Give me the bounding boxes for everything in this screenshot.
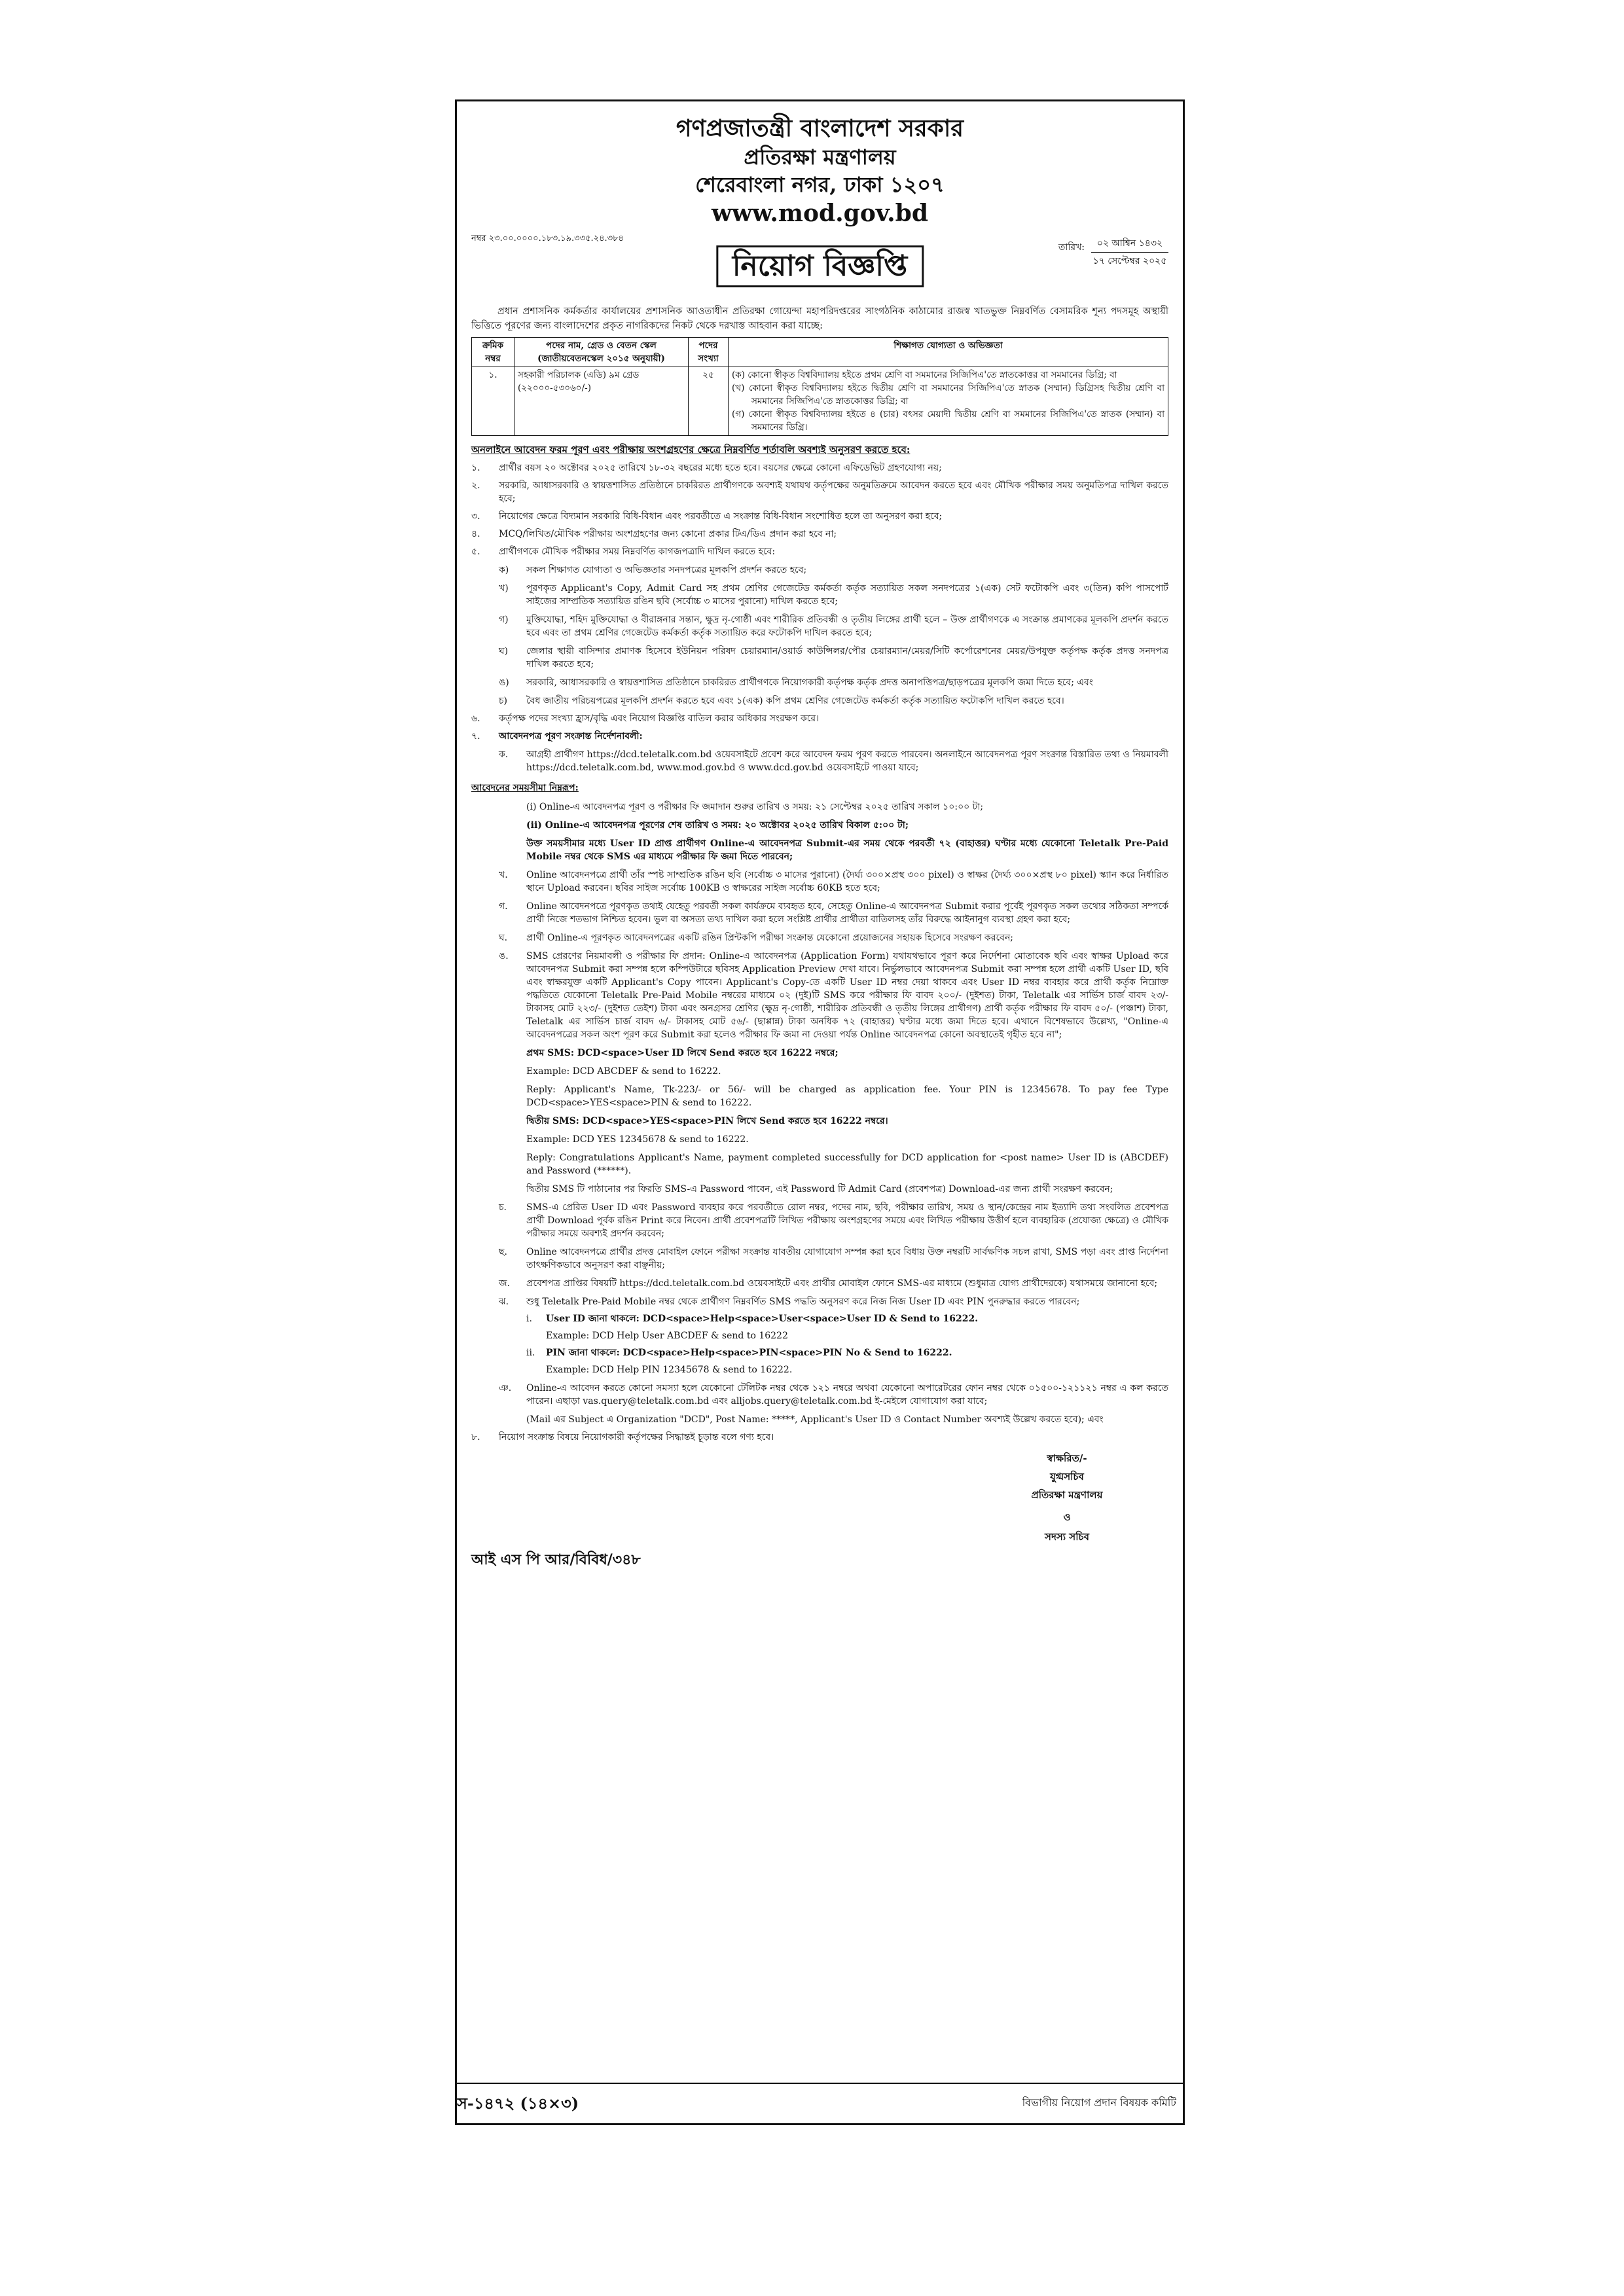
condition-number: ii. [526, 1348, 535, 1358]
reference-row [471, 232, 1168, 293]
qualification-c: (গ) কোনো স্বীকৃত বিশ্ববিদ্যালয় হইতে ৪ (চার) বৎসর মেয়াদী দ্বিতীয় শ্রেণি বা সমমানের সিজিপিএ'তে স্নাতক (সম্মান) বা সমমানের ডিগ্রি। [732, 409, 1164, 433]
recovery-pin [471, 1346, 1168, 1359]
notice-title: নিয়োগ বিজ্ঞপ্তি [716, 245, 924, 287]
ministry-heading: প্রতিরক্ষা মন্ত্রণালয় [744, 145, 896, 170]
second-sms-reply: Reply: Congratulations Applicant's Name, payment completed successfully for DCD application for <post name> User ID is (ABCDEF) and Password (******). [526, 1153, 1168, 1176]
second-sms-note: দ্বিতীয় SMS টি পাঠানোর পর ফিরতি SMS-এ Password পাবেন, এই Password টি Admit Card (প্রবেশপত্র) Download-এর জন্য প্রার্থী সংরক্ষণ করবেন; [526, 1184, 1113, 1194]
condition-3 [471, 510, 1168, 523]
condition-text: মুক্তিযোদ্ধা, শহিদ মুক্তিযোদ্ধা ও বীরাঙ্গনার সন্তান, ক্ষুদ্র নৃ-গোষ্ঠী এবং শারীরিক প্রতিবন্ধী ও তৃতীয় লিঙ্গের প্রার্থী হলে – উক্ত প্রার্থীগণকে এ সংক্রান্ত প্রমাণকের মূলকপি প্রদর্শন করতে হবে এবং তা প্রথম শ্রেণির গেজেটেড কর্মকর্তা কর্তৃক সত্যায়িত করে ফটোকপি দাখিল করতে হবে; [526, 615, 1168, 638]
row-post: সহকারী পরিচালক (এডি) ৯ম গ্রেড (২২০০০-৫৩০৬০/-) [514, 367, 689, 436]
first-sms-reply: Reply: Applicant's Name, Tk-223/- or 56/- will be charged as application fee. Your PIN is 12345678. To pay fee Type DCD<space>YES<space>PIN & send to 16222. [526, 1085, 1168, 1108]
condition-text: Online-এ আবেদন করতে কোনো সমস্যা হলে যেকোনো টেলিটক নম্বর থেকে ১২১ নম্বরে অথবা যেকোনো অপারেটরের ফোন নম্বর থেকে ০১৫০০-১২১১২১ নম্বর এ কল করতে পারেন। এছাড়া vas.query@teletalk.com.bd এবং alljobs.query@teletalk.com.bd ই-মেইলে যোগাযোগ করা যাবে; [526, 1383, 1168, 1407]
condition-number: ৩. [471, 511, 480, 522]
condition-text: সরকারি, আধাসরকারি ও স্বায়ত্তশাসিত প্রতিষ্ঠানে চাকরিরত প্রার্থীগণকে অবশ্যই যথাযথ কর্তৃপক্ষের অনুমতিক্রমে আবেদন করতে হবে এবং মৌখিক পরীক্ষার সময় অনুমতিপত্র দাখিল করতে হবে; [499, 480, 1168, 504]
date-label: তারিখ: [1058, 242, 1085, 253]
instruction-ga [471, 900, 1168, 926]
instruction-ja [471, 1277, 1168, 1290]
condition-5f [471, 694, 1168, 708]
condition-number: ছ. [499, 1247, 507, 1257]
government-heading: গণপ্রজাতন্ত্রী বাংলাদেশ সরকার [676, 115, 964, 142]
second-sms: দ্বিতীয় SMS: DCD<space>YES<space>PIN লিখে Send করতে হবে 16222 নম্বরে। [526, 1116, 888, 1126]
condition-text: শুধু Teletalk Pre-Paid Mobile নম্বর থেকে প্রার্থীগণ নিম্নবর্ণিত SMS পদ্ধতি অনুসরণ করে নিজ নিজ User ID এবং PIN পুনরুদ্ধার করতে পারবেন; [526, 1297, 1080, 1307]
signatory-ministry: প্রতিরক্ষা মন্ত্রণালয় [1031, 1489, 1103, 1501]
condition-6 [471, 712, 1168, 725]
condition-text: সকল শিক্ষাগত যোগ্যতা ও অভিজ্ঞতার সনদপত্রের মূলকপি প্রদর্শন করতে হবে; [526, 565, 807, 575]
condition-text: আগ্রহী প্রার্থীগণ https://dcd.teletalk.com.bd ওয়েবসাইটে প্রবেশ করে আবেদন ফরম পূরণ করতে পারবেন। অনলাইনে আবেদনপত্র পূরণ সংক্রান্ত বিস্তারিত তথ্য ও নিয়মাবলী https://dcd.teletalk.com.bd, www.mod.gov.bd ও www.dcd.gov.bd ওয়েবসাইটে পাওয়া যাবে; [526, 749, 1168, 773]
condition-number: ১. [471, 463, 480, 473]
condition-number: ৫. [471, 547, 480, 557]
row-qualification [729, 367, 1168, 436]
condition-number: ঘ) [499, 646, 509, 656]
condition-number: i. [526, 1314, 532, 1324]
ispr-number: আই এস পি আর/বিবিধ/৩৪৮ [471, 1551, 641, 1568]
row-serial: ১. [472, 367, 514, 436]
condition-text: PIN জানা থাকলে: DCD<space>Help<space>PIN<space>PIN No & Send to 16222. [546, 1348, 952, 1358]
condition-number: ঝ. [499, 1297, 509, 1307]
condition-number: ৪. [471, 529, 480, 539]
recovery-user-id-example: Example: DCD Help User ABCDEF & send to 16222 [546, 1331, 788, 1341]
condition-number: গ. [499, 901, 508, 912]
recovery-user-id [471, 1312, 1168, 1325]
address-heading: শেরেবাংলা নগর, ঢাকা ১২০৭ [695, 172, 945, 197]
footer-code: স-১৪৭২ (১৪×৩) [457, 2094, 579, 2113]
signatory-designation: যুগ্মসচিব [1050, 1471, 1084, 1482]
reference-number: নম্বর ২৩.০০.০০০০.১৮৩.১৯.৩৩৫.২৪.৩৮৪ [471, 234, 624, 243]
instruction-ka [471, 748, 1168, 774]
condition-5 [471, 545, 1168, 558]
condition-number: গ) [499, 615, 509, 625]
header-serial: ক্রমিক নম্বর [472, 338, 514, 367]
condition-5e [471, 676, 1168, 689]
condition-text: SMS-এ প্রেরিত User ID এবং Password ব্যবহার করে পরবর্তীতে রোল নম্বর, পদের নাম, ছবি, পরীক্ষার তারিখ, সময় ও স্থান/কেন্দ্রের নাম ইত্যাদি তথ্য সংবলিত প্রবেশপত্র প্রার্থী Download পূর্বক রঙিন Print করে নিবেন। প্রার্থী প্রবেশপত্রটি লিখিত পরীক্ষায় অংশগ্রহণের সময়ে এবং লিখিত পরীক্ষায় উত্তীর্ণ হলে ব্যবহারিক (প্রযোজ্য ক্ষেত্রে) ও মৌখিক পরীক্ষার সময়ে অবশ্যই প্রদর্শন করবেন; [526, 1202, 1168, 1239]
condition-5a [471, 564, 1168, 577]
qualification-a: (ক) কোনো স্বীকৃত বিশ্ববিদ্যালয় হইতে প্রথম শ্রেণি বা সমমানের সিজিপিএ'তে স্নাতকোত্তর বা সমমানের ডিগ্রি; বা [732, 370, 1117, 380]
condition-number: ক. [499, 749, 509, 760]
second-sms-example: Example: DCD YES 12345678 & send to 16222. [526, 1134, 749, 1145]
date-english: ১৭ সেপ্টেম্বর ২০২৫ [1092, 256, 1167, 266]
condition-2 [471, 479, 1168, 505]
condition-7 [471, 730, 1168, 743]
schedule-title: আবেদনের সময়সীমা নিম্নরূপ: [471, 783, 579, 793]
condition-text: সরকারি, আধাসরকারি ও স্বায়ত্তশাসিত প্রতিষ্ঠানে চাকরিরত প্রার্থীগণকে নিয়োগকারী কর্তৃপক্ষ কর্তৃক প্রদত্ত অনাপত্তিপত্র/ছাড়পত্রের মূলকপি জমা দিতে হবে; এবং [526, 677, 1093, 688]
schedule-start: (i) Online-এ আবেদনপত্র পূরণ ও পরীক্ষার ফি জমাদান শুরুর তারিখ ও সময়: ২১ সেপ্টেম্বর ২০২৫ তারিখ সকাল ১০:০০ টা; [526, 802, 984, 812]
condition-number: ঞ. [499, 1383, 512, 1393]
header-count: পদের সংখ্যা [689, 338, 729, 367]
condition-5d [471, 645, 1168, 671]
condition-text: জেলার স্থায়ী বাসিন্দার প্রমাণক হিসেবে ইউনিয়ন পরিষদ চেয়ারম্যান/ওয়ার্ড কাউন্সিলর/পৌর চেয়ারম্যান/মেয়র/সিটি কর্পোরেশনের মেয়র/উপযুক্ত কর্তৃপক্ষ কর্তৃক প্রদত্ত সনদপত্র দাখিল করতে হবে; [526, 646, 1168, 670]
signed-text: স্বাক্ষরিত/- [1047, 1452, 1087, 1464]
first-sms: প্রথম SMS: DCD<space>User ID লিখে Send করতে হবে 16222 নম্বরে; [526, 1048, 839, 1058]
instruction-nya [471, 1382, 1168, 1408]
condition-number: ঙ) [499, 677, 509, 688]
signature-and: ও [1063, 1511, 1071, 1523]
condition-text: প্রার্থীর বয়স ২০ অক্টোবর ২০২৫ তারিখে ১৮-৩২ বছরের মধ্যে হতে হবে। বয়সের ক্ষেত্রে কোনো এফিডেভিট গ্রহণযোগ্য নয়; [499, 463, 942, 473]
condition-text: Online আবেদনপত্রে পূরণকৃত তথ্যই যেহেতু পরবর্তী সকল কার্যক্রমে ব্যবহৃত হবে, সেহেতু Online-এ আবেদনপত্র Submit করার পূর্বেই পূরণকৃত সকল তথ্যের সঠিকতা সম্পর্কে প্রার্থী নিজে শতভাগ নিশ্চিত হবেন। ভুল বা অসত্য তথ্য দাখিল করা হলে সংশ্লিষ্ট প্রার্থীর প্রার্থীতা বাতিলসহ তাঁর বিরুদ্ধে আইনানুগ ব্যবস্থা গ্রহণ করা হবে; [526, 901, 1168, 925]
signature-block [471, 1449, 1168, 1626]
condition-text: প্রার্থী Online-এ পূরণকৃত আবেদনপত্রের একটি রঙিন প্রিন্টকপি পরীক্ষা সংক্রান্ত যেকোনো প্রয়োজনের সহায়ক হিসেবে সংরক্ষণ করবেন; [526, 933, 1014, 943]
instruction-nga [471, 950, 1168, 1041]
condition-text: Online আবেদনপত্রে প্রার্থী তাঁর স্পষ্ট সাম্প্রতিক রঙিন ছবি (সর্বোচ্চ ৩ মাসের পুরানো) (দৈর্ঘ্য ৩০০×প্রস্থ ৩০০ pixel) ও স্বাক্ষর (দৈর্ঘ্য ৩০০×প্রস্থ ৮০ pixel) স্ক্যান করে নির্ধারিত স্থানে Upload করবেন। ছবির সাইজ সর্বোচ্চ 100KB ও স্বাক্ষরের সাইজ সর্বোচ্চ 60KB হতে হবে; [526, 870, 1168, 893]
instruction-kha [471, 869, 1168, 895]
schedule-fee-note: উক্ত সময়সীমার মধ্যে User ID প্রাপ্ত প্রার্থীগণ Online-এ আবেদনপত্র Submit-এর সময় থেকে পরবর্তী ৭২ (বাহাত্তর) ঘণ্টার মধ্যে যেকোনো Teletalk Pre-Paid Mobile নম্বর থেকে SMS এর মাধ্যমে পরীক্ষার ফি জমা দিতে পারবেন; [526, 838, 1168, 862]
condition-number: ৬. [471, 713, 480, 724]
condition-number: ক) [499, 565, 509, 575]
condition-number: ২. [471, 480, 480, 491]
condition-text: বৈধ জাতীয় পরিচয়পত্রের মূলকপি প্রদর্শন করতে হবে এবং ১(এক) কপি প্রথম শ্রেণির গেজেটেড কর্মকর্তা কর্তৃক সত্যায়িত ফটোকপি দাখিল করতে হবে। [526, 696, 1064, 706]
condition-1 [471, 461, 1168, 475]
date-bangla: ০২ আশ্বিন ১৪৩২ [1091, 235, 1168, 253]
footer [457, 2083, 1183, 2123]
condition-text: কর্তৃপক্ষ পদের সংখ্যা হ্রাস/বৃদ্ধি এবং নিয়োগ বিজ্ঞপ্তি বাতিল করার অধিকার সংরক্ষণ করে। [499, 713, 820, 724]
recovery-pin-example: Example: DCD Help PIN 12345678 & send to 16222. [546, 1365, 793, 1375]
intro-paragraph: প্রধান প্রশাসনিক কর্মকর্তার কার্যালয়ের প্রশাসনিক আওতাধীন প্রতিরক্ষা গোয়েন্দা মহাপরিদপ্তরের সাংগঠনিক কাঠামোর রাজস্ব খাতভুক্ত নিম্নবর্ণিত বেসামরিক শূন্য পদসমূহ অস্থায়ী ভিত্তিতে পূরণের জন্য বাংলাদেশের প্রকৃত নাগরিকদের নিকট থেকে দরখাস্ত আহবান করা যাচ্ছে: [471, 306, 1168, 331]
condition-5c [471, 613, 1168, 639]
date-block [1058, 235, 1168, 270]
instruction-jha [471, 1295, 1168, 1308]
committee-name: বিভাগীয় নিয়োগ প্রদান বিষয়ক কমিটি [1022, 2096, 1176, 2109]
condition-text: আবেদনপত্র পূরণ সংক্রান্ত নির্দেশনাবলী: [499, 731, 643, 742]
instruction-chha [471, 1246, 1168, 1272]
mail-note: (Mail এর Subject এ Organization "DCD", Post Name: *****, Applicant's User ID ও Contact Number অবশ্যই উল্লেখ করতে হবে); এবং [526, 1414, 1104, 1425]
condition-number: ৮. [471, 1432, 480, 1443]
schedule-end: (ii) Online-এ আবেদনপত্র পূরণের শেষ তারিখ ও সময়: ২০ অক্টোবর ২০২৫ তারিখ বিকাল ৫:০০ টা; [526, 820, 909, 831]
condition-number: খ. [499, 870, 508, 880]
condition-text: SMS প্রেরণের নিয়মাবলী ও পরীক্ষার ফি প্রদান: Online-এ আবেদনপত্র (Application Form) যথাযথভাবে পূরণ করে নির্দেশনা মোতাবেক ছবি এবং স্বাক্ষর Upload করে আবেদনপত্র Submit করা সম্পন্ন হলে কম্পিউটারে ছবিসহ Application Preview দেখা যাবে। নির্ভুলভাবে আবেদনপত্র Submit করা সম্পন্ন হলে প্রার্থী একটি User ID, ছবি এবং স্বাক্ষরযুক্ত একটি Applicant's Copy পাবেন। Applicant's Copy-তে একটি User ID নম্বর দেয়া থাকবে এবং User ID নম্বর ব্যবহার করে প্রার্থী কর্তৃক নিম্নোক্ত পদ্ধতিতে যেকোনো Teletalk Pre-Paid Mobile নম্বরের মাধ্যমে ০২ (দুই)টি SMS করে পরীক্ষার ফি বাবদ ২০০/- (দুইশত) টাকা, Teletalk এর সার্ভিস চার্জ বাবদ ২৩/- টাকাসহ মোট ২২৩/- (দুইশত তেইশ) টাকা এবং অনগ্রসর শ্রেণির (ক্ষুদ্র নৃ-গোষ্ঠী, শারীরিক প্রতিবন্ধী ও তৃতীয় লিঙ্গের প্রার্থীগণ) প্রার্থী কর্তৃক পরীক্ষার ফি বাবদ ৫০/- (পঞ্চাশ) টাকা, Teletalk এর সার্ভিস চার্জ বাবদ ৬/- টাকাসহ মোট ৫৬/- (ছাপ্পান্ন) টাকা অনধিক ৭২ (বাহাত্তর) ঘণ্টার মধ্যে জমা দিতে হবে। এখানে বিশেষভাবে উল্লেখ্য, "Online-এ আবেদনপত্রের সকল অংশ পূরণ করে Submit করা হলেও পরীক্ষার ফি জমা না দেওয়া পর্যন্ত Online আবেদনপত্র কোনো অবস্থাতেই গৃহীত হবে না"; [526, 951, 1168, 1040]
condition-text: নিয়োগ সংক্রান্ত বিষয়ে নিয়োগকারী কর্তৃপক্ষের সিদ্ধান্তই চূড়ান্ত বলে গণ্য হবে। [499, 1432, 774, 1443]
condition-text: নিয়োগের ক্ষেত্রে বিদ্যমান সরকারি বিধি-বিধান এবং পরবর্তীতে এ সংক্রান্ত বিধি-বিধান সংশোধিত হলে তা অনুসরণ করা হবে; [499, 511, 943, 522]
table-row [472, 367, 1168, 436]
condition-text: পূরণকৃত Applicant's Copy, Admit Card সহ প্রথম শ্রেণির গেজেটেড কর্মকর্তা কর্তৃক সত্যায়িত সকল সনদপত্রের ১(এক) সেট ফটোকপি এবং ৩(তিন) কপি পাসপোর্ট সাইজের সাম্প্রতিক সত্যায়িত রঙিন ছবি (সর্বোচ্চ ৩ মাসের পুরানো) দাখিল করতে হবে; [526, 583, 1168, 607]
condition-number: চ) [499, 696, 508, 706]
condition-text: প্রবেশপত্র প্রাপ্তির বিষয়টি https://dcd.teletalk.com.bd ওয়েবসাইটে এবং প্রার্থীর মোবাইল ফোনে SMS-এর মাধ্যমে (শুধুমাত্র যোগ্য প্রার্থীদেরকে) যথাসময়ে জানানো হবে; [526, 1278, 1158, 1289]
row-count: ২৫ [689, 367, 729, 436]
conditions-title: অনলাইনে আবেদন ফরম পূরণ এবং পরীক্ষায় অংশগ্রহণের ক্ষেত্রে নিম্নবর্ণিত শর্তাবলি অবশ্যই অনুসরণ করতে হবে: [471, 444, 911, 456]
post-table-header [472, 338, 1168, 367]
condition-number: চ. [499, 1202, 507, 1213]
instruction-gha [471, 931, 1168, 944]
condition-number: ঘ. [499, 933, 508, 943]
website-heading: www.mod.gov.bd [711, 200, 929, 227]
condition-4 [471, 528, 1168, 541]
qualification-b: (খ) কোনো স্বীকৃত বিশ্ববিদ্যালয় হইতে দ্বিতীয় শ্রেণি বা সমমানের সিজিপিএ'তে স্নাতক (সম্মান) ডিগ্রিসহ দ্বিতীয় শ্রেণি বা সমমানের সিজিপিএ'তে স্নাতকোত্তর ডিগ্রি; বা [732, 383, 1164, 406]
header-qualification: শিক্ষাগত যোগ্যতা ও অভিজ্ঞতা [729, 338, 1168, 367]
condition-text: Online আবেদনপত্রে প্রার্থীর প্রদত্ত মোবাইল ফোনে পরীক্ষা সংক্রান্ত যাবতীয় যোগাযোগ সম্পন্ন করা হবে বিধায় উক্ত নম্বরটি সার্বক্ষণিক সচল রাখা, SMS পড়া এবং প্রাপ্ত নির্দেশনা তাৎক্ষণিকভাবে অনুসরণ করা বাঞ্ছনীয়; [526, 1247, 1168, 1270]
condition-8 [471, 1431, 1168, 1444]
header-post: পদের নাম, গ্রেড ও বেতন স্কেল (জাতীয়বেতনস্কেল ২০১৫ অনুযায়ী) [514, 338, 689, 367]
condition-5b [471, 582, 1168, 608]
post-table [471, 337, 1168, 436]
notice-document [455, 99, 1185, 2125]
condition-number: জ. [499, 1278, 510, 1289]
instruction-cha [471, 1201, 1168, 1240]
condition-text: প্রার্থীগণকে মৌখিক পরীক্ষার সময় নিম্নবর্ণিত কাগজপত্রাদি দাখিল করতে হবে: [499, 547, 776, 557]
member-secretary: সদস্য সচিব [1045, 1531, 1089, 1543]
condition-number: খ) [499, 583, 509, 594]
condition-text: User ID জানা থাকলে: DCD<space>Help<space>User<space>User ID & Send to 16222. [546, 1314, 979, 1324]
condition-number: ৭. [471, 731, 480, 742]
first-sms-example: Example: DCD ABCDEF & send to 16222. [526, 1066, 721, 1077]
condition-text: MCQ/লিখিত/মৌখিক পরীক্ষায় অংশগ্রহণের জন্য কোনো প্রকার টিএ/ডিএ প্রদান করা হবে না; [499, 529, 837, 539]
condition-number: ঙ. [499, 951, 509, 961]
